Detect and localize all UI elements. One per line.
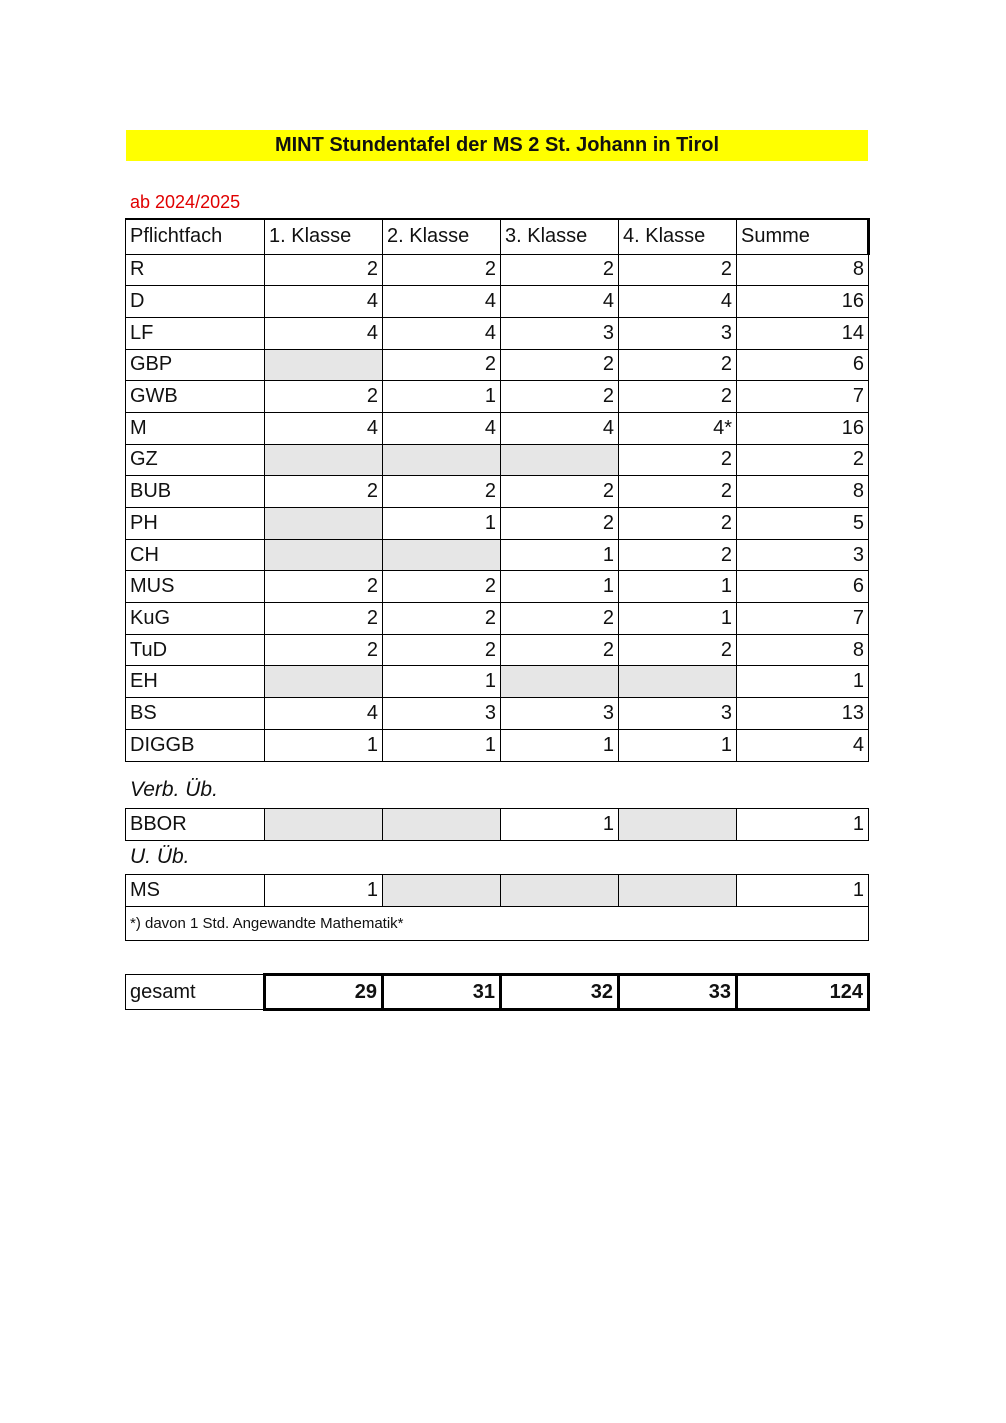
sum-cell: 7 [737, 381, 869, 413]
hours-cell: 3 [619, 317, 737, 349]
timetable-body [126, 219, 869, 761]
subject-cell: MS [126, 875, 265, 907]
hours-cell: 4 [265, 412, 383, 444]
hours-cell: 1 [619, 729, 737, 761]
hours-cell: 4 [383, 286, 501, 318]
hours-cell: 2 [501, 349, 619, 381]
total-cell: 33 [619, 975, 737, 1010]
table-row [126, 698, 869, 730]
subject-cell: PH [126, 508, 265, 540]
sum-cell: 1 [737, 809, 869, 841]
subject-cell: MUS [126, 571, 265, 603]
hours-cell: 2 [501, 508, 619, 540]
hours-cell [265, 508, 383, 540]
table-row [126, 539, 869, 571]
hours-cell: 2 [619, 444, 737, 476]
total-cell: 29 [265, 975, 383, 1010]
hours-cell: 4 [383, 412, 501, 444]
section-label-verb: Verb. Üb. [130, 778, 218, 801]
subject-cell: CH [126, 539, 265, 571]
section-label-u: U. Üb. [130, 845, 190, 868]
hours-cell: 4* [619, 412, 737, 444]
table-row [126, 809, 869, 841]
hours-cell: 4 [383, 317, 501, 349]
table-row [126, 508, 869, 540]
total-label: gesamt [126, 975, 265, 1010]
sum-cell: 13 [737, 698, 869, 730]
hours-cell: 4 [265, 317, 383, 349]
hours-cell: 2 [501, 254, 619, 286]
hours-cell: 2 [619, 349, 737, 381]
hours-cell: 4 [619, 286, 737, 318]
sum-cell: 5 [737, 508, 869, 540]
sum-cell: 14 [737, 317, 869, 349]
subject-cell: M [126, 412, 265, 444]
subject-cell: BUB [126, 476, 265, 508]
hours-cell [619, 666, 737, 698]
total-cell: 32 [501, 975, 619, 1010]
table-row [126, 875, 869, 907]
hours-cell: 1 [619, 603, 737, 635]
hours-cell [619, 875, 737, 907]
hours-cell: 2 [383, 254, 501, 286]
subject-cell: BBOR [126, 809, 265, 841]
sum-cell: 3 [737, 539, 869, 571]
hours-cell: 3 [619, 698, 737, 730]
total-cell: 31 [383, 975, 501, 1010]
subject-cell: LF [126, 317, 265, 349]
hours-cell: 2 [619, 381, 737, 413]
hours-cell: 1 [501, 571, 619, 603]
hours-cell: 1 [501, 729, 619, 761]
header-row [126, 219, 869, 254]
subject-cell: GWB [126, 381, 265, 413]
subject-cell: GZ [126, 444, 265, 476]
header-cell: Summe [737, 219, 869, 254]
hours-cell [383, 809, 501, 841]
hours-cell: 2 [265, 476, 383, 508]
hours-cell: 2 [383, 349, 501, 381]
hours-cell: 2 [265, 254, 383, 286]
sum-cell: 8 [737, 634, 869, 666]
page-title: MINT Stundentafel der MS 2 St. Johann in Tirol [126, 130, 868, 161]
table-row [126, 317, 869, 349]
sum-cell: 8 [737, 476, 869, 508]
hours-cell: 1 [265, 729, 383, 761]
table-row [126, 349, 869, 381]
hours-cell: 2 [619, 539, 737, 571]
hours-cell: 3 [383, 698, 501, 730]
sum-cell: 1 [737, 875, 869, 907]
subject-cell: BS [126, 698, 265, 730]
verb-table [125, 808, 869, 841]
table-row [126, 381, 869, 413]
table-row [126, 476, 869, 508]
hours-cell: 2 [619, 476, 737, 508]
hours-cell [383, 539, 501, 571]
hours-cell [383, 875, 501, 907]
subject-cell: GBP [126, 349, 265, 381]
subject-cell: EH [126, 666, 265, 698]
sum-cell: 4 [737, 729, 869, 761]
hours-cell: 2 [619, 254, 737, 286]
hours-cell [501, 444, 619, 476]
hours-cell: 2 [501, 603, 619, 635]
hours-cell [265, 666, 383, 698]
hours-cell: 2 [383, 571, 501, 603]
table-row [126, 666, 869, 698]
hours-cell: 4 [501, 412, 619, 444]
table-row [126, 729, 869, 761]
hours-cell: 1 [265, 875, 383, 907]
table-row [126, 571, 869, 603]
hours-cell: 2 [501, 634, 619, 666]
hours-cell: 2 [265, 381, 383, 413]
hours-cell: 1 [619, 571, 737, 603]
hours-cell: 2 [383, 603, 501, 635]
hours-cell [265, 349, 383, 381]
hours-cell: 2 [265, 571, 383, 603]
hours-cell: 2 [501, 381, 619, 413]
header-cell: Pflichtfach [126, 219, 265, 254]
header-cell: 4. Klasse [619, 219, 737, 254]
subject-cell: TuD [126, 634, 265, 666]
hours-cell [501, 875, 619, 907]
hours-cell: 2 [265, 603, 383, 635]
sum-cell: 6 [737, 571, 869, 603]
hours-cell [265, 809, 383, 841]
hours-cell: 2 [383, 476, 501, 508]
sum-cell: 16 [737, 286, 869, 318]
sum-cell: 2 [737, 444, 869, 476]
hours-cell [501, 666, 619, 698]
hours-cell: 2 [501, 476, 619, 508]
table-row [126, 254, 869, 286]
header-cell: 3. Klasse [501, 219, 619, 254]
sum-cell: 6 [737, 349, 869, 381]
hours-cell: 2 [619, 508, 737, 540]
verb-table-body [126, 809, 869, 841]
hours-cell [383, 444, 501, 476]
hours-cell: 3 [501, 317, 619, 349]
timetable [125, 218, 870, 762]
hours-cell: 1 [383, 508, 501, 540]
subject-cell: DIGGB [126, 729, 265, 761]
hours-cell: 1 [383, 729, 501, 761]
hours-cell: 1 [501, 539, 619, 571]
hours-cell: 4 [501, 286, 619, 318]
total-row [126, 975, 869, 1010]
hours-cell: 2 [383, 634, 501, 666]
hours-cell [265, 539, 383, 571]
sum-cell: 1 [737, 666, 869, 698]
subject-cell: R [126, 254, 265, 286]
table-row [126, 444, 869, 476]
table-row [126, 412, 869, 444]
hours-cell [619, 809, 737, 841]
hours-cell: 3 [501, 698, 619, 730]
footnote-row [126, 906, 869, 940]
header-cell: 2. Klasse [383, 219, 501, 254]
hours-cell [265, 444, 383, 476]
table-row [126, 634, 869, 666]
table-row [126, 603, 869, 635]
hours-cell: 2 [265, 634, 383, 666]
u-table [125, 874, 869, 941]
u-table-body [126, 875, 869, 907]
school-year-label: ab 2024/2025 [130, 192, 241, 212]
table-row [126, 286, 869, 318]
total-sum: 124 [737, 975, 869, 1010]
total-table [125, 973, 870, 1011]
hours-cell: 4 [265, 698, 383, 730]
hours-cell: 1 [501, 809, 619, 841]
sum-cell: 16 [737, 412, 869, 444]
hours-cell: 4 [265, 286, 383, 318]
footnote: *) davon 1 Std. Angewandte Mathematik* [126, 906, 869, 940]
sum-cell: 8 [737, 254, 869, 286]
header-cell: 1. Klasse [265, 219, 383, 254]
hours-cell: 2 [619, 634, 737, 666]
hours-cell: 1 [383, 381, 501, 413]
sum-cell: 7 [737, 603, 869, 635]
subject-cell: D [126, 286, 265, 318]
subject-cell: KuG [126, 603, 265, 635]
hours-cell: 1 [383, 666, 501, 698]
